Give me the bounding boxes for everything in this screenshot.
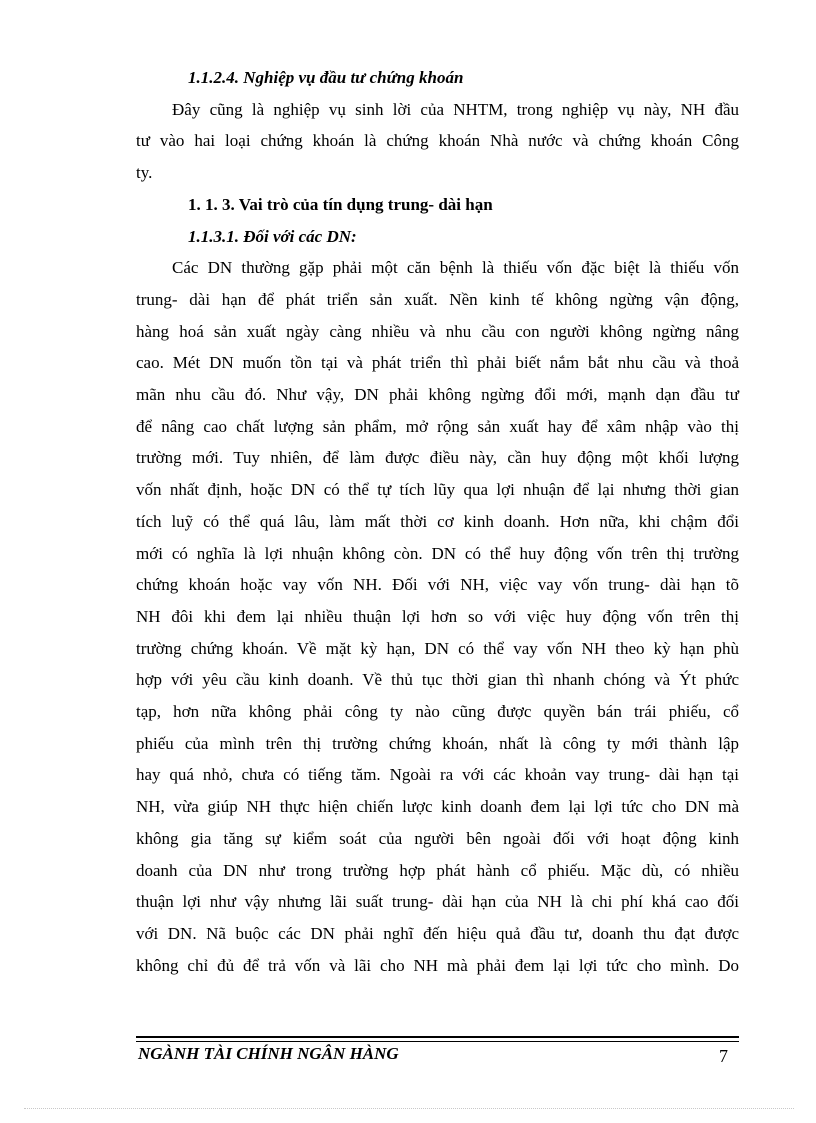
text-line: cao. Mét DN muốn tồn tại và phát triển thì phải biết nắm bắt nhu cầu và thoả [136,353,739,373]
text-line: mới có nghĩa là lợi nhuận không còn. DN có thể huy động vốn trên thị trường [136,543,739,563]
text-line: NH đôi khi đem lại nhiều thuận lợi hơn so với việc huy động vốn trên thị [136,606,739,626]
footer-divider [136,1036,739,1042]
text-line: Đây cũng là nghiệp vụ sinh lời của NHTM, trong nghiệp vụ này, NH đầu [172,99,739,119]
text-line: không chỉ đủ để trả vốn và lãi cho NH mà phải đem lại lợi tức cho mình. Do [136,955,739,975]
text-line: thuận lợi như vậy nhưng lãi suất trung- dài hạn của NH là chi phí khá cao đối [136,892,739,912]
text-line: doanh của DN như trong trường hợp phát hành cổ phiếu. Mặc dù, có nhiều [136,860,739,880]
text-line: không gia tăng sự kiểm soát của người bên ngoài đối với hoạt động kinh [136,828,739,848]
document-body [136,62,739,981]
section-heading-113: 1. 1. 3. Vai trò của tín dụng trung- dài hạn [188,194,493,214]
text-line: ty. [136,163,153,183]
page-number: 7 [719,1046,728,1066]
text-line: với DN. Nã buộc các DN phải nghĩ đến hiệu quả đầu tư, doanh thu đạt được [136,923,739,943]
text-line: Các DN thường gặp phải một căn bệnh là thiếu vốn đặc biệt là thiếu vốn [172,258,739,278]
text-line: trường chứng khoán. Về mặt kỳ hạn, DN có thể vay vốn NH theo kỳ hạn phù [136,638,739,658]
text-line: để nâng cao chất lượng sản phẩm, mở rộng sản xuất hay để xâm nhập vào thị [136,416,739,436]
text-line: mãn nhu cầu đó. Như vậy, DN phải không ngừng đổi mới, mạnh dạn đầu tư [136,385,739,405]
paragraph-1124 [136,94,739,189]
text-line: tạp, hơn nữa không phải công ty nào cũng được quyền bán trái phiếu, cổ [136,702,739,722]
section-heading-1124: 1.1.2.4. Nghiệp vụ đầu tư chứng khoán [188,68,464,87]
text-line: phiếu của mình trên thị trường chứng khoán, nhất là công ty mới thành lập [136,733,739,753]
text-line: hợp với yêu cầu kinh doanh. Về thủ tục thời gian thì nhanh chóng và Ýt phức [136,670,739,690]
section-heading-1131: 1.1.3.1. Đối với các DN: [188,226,357,246]
footer-title: NGÀNH TÀI CHÍNH NGÂN HÀNG [138,1044,399,1063]
text-line: hàng hoá sản xuất ngày càng nhiều và nhu cầu con người không ngừng nâng [136,321,739,341]
text-line: tích luỹ có thể quá lâu, làm mất thời cơ kinh doanh. Hơn nữa, khi chậm đổi [136,511,739,531]
paragraph-1131 [136,252,739,981]
text-line: vốn nhất định, hoặc DN có thể tự tích lũy qua lợi nhuận để lại nhưng thời gian [136,480,739,500]
text-line: trung- dài hạn để phát triển sản xuất. Nền kinh tế không ngừng vận động, [136,289,739,309]
text-line: chứng khoán hoặc vay vốn NH. Đối với NH, việc vay vốn trung- dài hạn tõ [136,575,739,595]
text-line: hay quá nhỏ, chưa có tiếng tăm. Ngoài ra với các khoản vay trung- dài hạn tại [136,765,739,785]
page-boundary [24,1108,794,1109]
text-line: tư vào hai loại chứng khoán là chứng khoán Nhà nước và chứng khoán Công [136,131,739,151]
text-line: NH, vừa giúp NH thực hiện chiến lược kinh doanh đem lại lợi tức cho DN mà [136,797,739,817]
text-line: trường mới. Tuy nhiên, để làm được điều này, cần huy động một khối lượng [136,448,739,468]
